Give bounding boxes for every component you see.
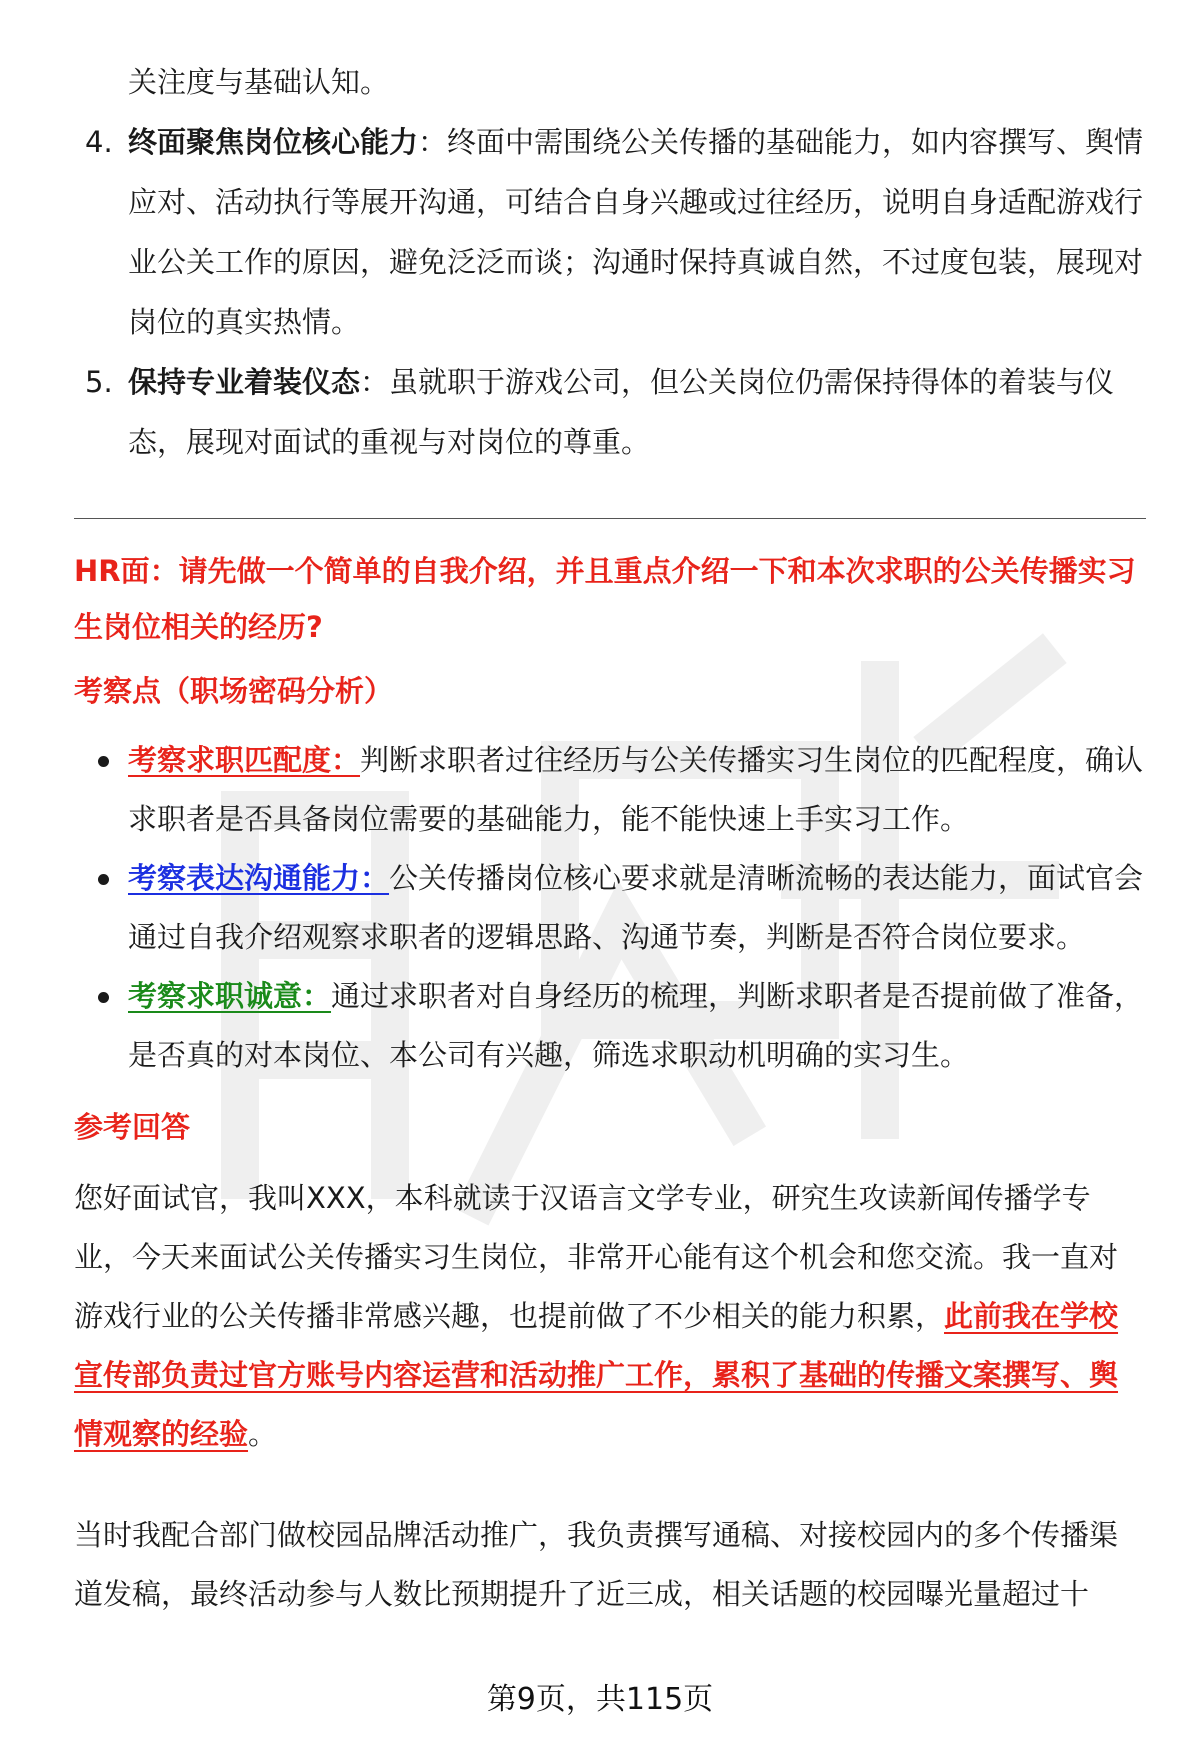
list-item-continuation <box>74 52 1146 112</box>
answer-highlight: 此前我在学校宣传部负责过官方账号内容运营和活动推广工作，累积了基础的传播文案撰写、舆情观察的经验 <box>74 1299 1119 1451</box>
bullet-icon <box>98 992 109 1003</box>
answer-title: 参考回答 <box>74 1110 191 1144</box>
bullet-text: 判断求职者过往经历与公关传播实习生岗位的匹配程度，确认求职者是否具备岗位需要的基础能力，能不能快速上手实习工作。 <box>128 743 1144 836</box>
section-divider <box>74 518 1146 519</box>
bullet-item <box>74 967 1146 1085</box>
bullet-icon <box>98 874 109 885</box>
list-item <box>74 112 1146 352</box>
section-title: 考察点（职场密码分析） <box>74 674 394 708</box>
numbered-list <box>74 52 1146 472</box>
list-item-text: 关注度与基础认知。 <box>128 65 390 99</box>
bullet-text: 公关传播岗位核心要求就是清晰流畅的表达能力，面试官会通过自我介绍观察求职者的逻辑思路、沟通节奏，判断是否符合岗位要求。 <box>128 861 1144 954</box>
answer-text-end: 。 <box>248 1417 278 1451</box>
list-item <box>74 352 1146 472</box>
list-item-number: 5. <box>85 365 113 399</box>
list-item-title: 终面聚焦岗位核心能力 <box>128 125 419 159</box>
list-item-text: ：终面中需围绕公关传播的基础能力，如内容撰写、舆情应对、活动执行等展开沟通，可结合自身兴趣或过往经历，说明自身适配游戏行业公关工作的原因，避免泛泛而谈；沟通时保持真诚自然，不过度包装，展现对岗位的真实热情。 <box>128 125 1144 339</box>
assessment-points <box>74 731 1146 1085</box>
bullet-icon <box>98 756 109 767</box>
bullet-item <box>74 849 1146 967</box>
bullet-key: 考察求职匹配度： <box>128 743 361 777</box>
answer-paragraph: 当时我配合部门做校园品牌活动推广，我负责撰写通稿、对接校园内的多个传播渠道发稿，最终活动参与人数比预期提升了近三成，相关话题的校园曝光量超过十 <box>74 1518 1119 1611</box>
page-content <box>74 52 1146 1624</box>
hr-question: HR面：请先做一个简单的自我介绍，并且重点介绍一下和本次求职的公关传播实习生岗位相关的经历? <box>74 554 1136 644</box>
list-item-title: 保持专业着装仪态 <box>128 365 361 399</box>
list-item-text: ：虽就职于游戏公司，但公关岗位仍需保持得体的着装与仪态，展现对面试的重视与对岗位的尊重。 <box>128 365 1115 459</box>
bullet-key: 考察求职诚意： <box>128 979 332 1013</box>
bullet-item <box>74 731 1146 849</box>
bullet-text: 通过求职者对自身经历的梳理，判断求职者是否提前做了准备，是否真的对本岗位、本公司有兴趣，筛选求职动机明确的实习生。 <box>128 979 1144 1072</box>
page-footer: 第9页，共115页 <box>486 1682 714 1717</box>
answer-text: 您好面试官，我叫XXX，本科就读于汉语言文学专业，研究生攻读新闻传播学专业，今天来面试公关传播实习生岗位，非常开心能有这个机会和您交流。我一直对游戏行业的公关传播非常感兴趣，也提前做了不少相关的能力积累， <box>74 1181 1119 1333</box>
list-item-number: 4. <box>85 125 113 159</box>
answer-paragraph <box>74 1169 1146 1464</box>
bullet-key: 考察表达沟通能力： <box>128 861 390 895</box>
